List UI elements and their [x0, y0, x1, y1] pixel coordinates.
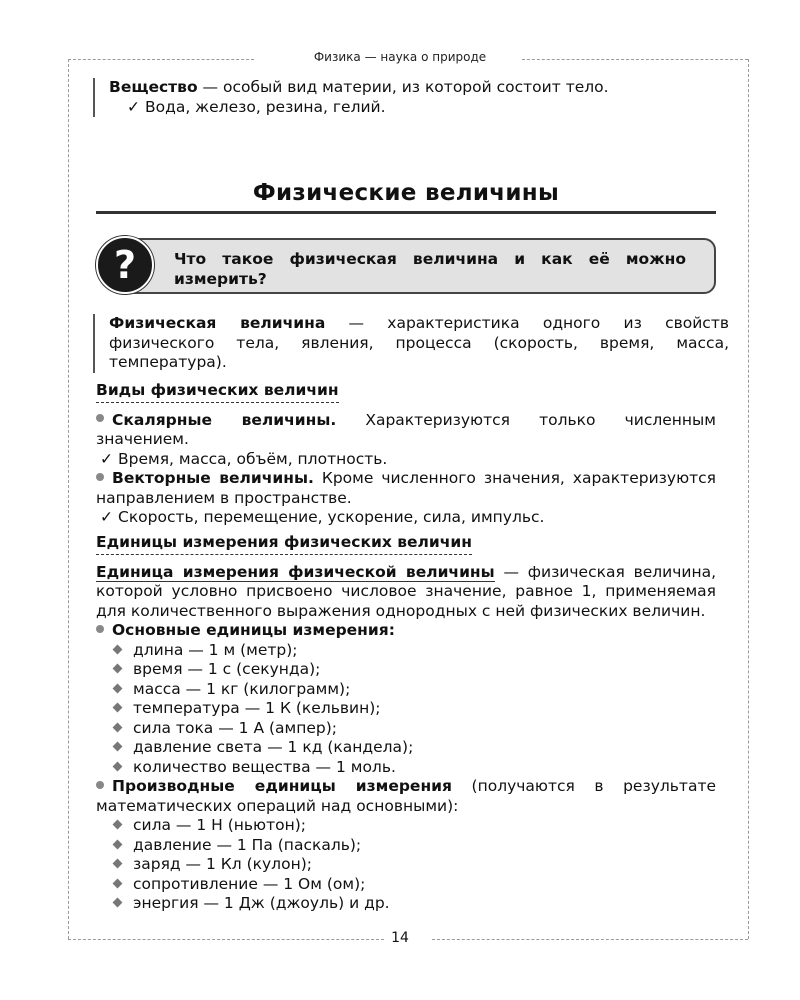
unit-list-item: заряд — 1 Кл (кулон); [96, 855, 716, 875]
types-section [96, 381, 716, 528]
basic-units-list [96, 641, 716, 778]
substance-paragraph [109, 78, 729, 98]
question-text: Что такое физическая величина и как её можно измерить? [174, 250, 686, 288]
frame-right [748, 59, 749, 939]
diamond-bullet-icon [113, 898, 123, 908]
unit-list-item: сила тока — 1 А (ампер); [96, 719, 716, 739]
scalar-item: Скалярные величины. Характеризуются только численным значением. [96, 410, 716, 448]
substance-definition [93, 78, 729, 117]
derived-units-list [96, 816, 716, 914]
bullet-icon [96, 473, 104, 481]
diamond-bullet-icon [113, 761, 123, 771]
unit-list-item: количество вещества — 1 моль. [96, 758, 716, 778]
check-icon: ✓ [127, 97, 140, 116]
unit-list-item: масса — 1 кг (килограмм); [96, 680, 716, 700]
pq-term: Физическая величина [109, 314, 326, 332]
diamond-bullet-icon [113, 820, 123, 830]
unit-list-item: сила — 1 Н (ньютон); [96, 816, 716, 836]
pq-text: — характеристика одного из свойств физического тела, явления, процесса (скорость, время, масса, температура). [109, 314, 729, 371]
diamond-bullet-icon [113, 664, 123, 674]
unit-list-item: энергия — 1 Дж (джоуль) и др. [96, 894, 716, 914]
header-rule-right [522, 59, 748, 60]
basic-units-heading: Основные единицы измерения: [96, 621, 716, 641]
frame-left [68, 59, 69, 939]
units-heading: Единицы измерения физических величин [96, 533, 472, 555]
diamond-bullet-icon [113, 878, 123, 888]
diamond-bullet-icon [113, 742, 123, 752]
diamond-bullet-icon [113, 859, 123, 869]
derived-units-heading: Производные единицы измерения (получаются в результате математических операций над основными): [96, 777, 717, 815]
unit-list-item: температура — 1 К (кельвин); [96, 699, 716, 719]
types-heading: Виды физических величин [96, 381, 339, 403]
diamond-bullet-icon [113, 644, 123, 654]
substance-text: — особый вид материи, из которой состоит тело. [197, 78, 609, 96]
question-icon: ? [96, 236, 154, 294]
vector-item: Векторные величины. Кроме численного значения, характеризуются направлением в пространстве. [96, 469, 716, 507]
bullet-icon [96, 414, 104, 422]
physical-quantity-definition [93, 314, 729, 373]
title-rule [96, 211, 716, 214]
unit-list-item: время — 1 с (секунда); [96, 660, 716, 680]
substance-example: ✓ Вода, железо, резина, гелий. [127, 97, 386, 116]
check-icon: ✓ [100, 449, 113, 468]
vector-example: ✓ Скорость, перемещение, ускорение, сила, импульс. [100, 508, 545, 526]
units-section [96, 533, 716, 914]
unit-term: Единица измерения физической величины [96, 562, 495, 581]
diamond-bullet-icon [113, 683, 123, 693]
bullet-icon [96, 625, 104, 633]
unit-list-item: давление — 1 Па (паскаль); [96, 836, 716, 856]
bullet-icon [96, 781, 104, 789]
scalar-example: ✓ Время, масса, объём, плотность. [100, 449, 388, 468]
unit-list-item: сопротивление — 1 Ом (ом); [96, 875, 716, 895]
unit-list-item: длина — 1 м (метр); [96, 641, 716, 661]
footer-rule-right [432, 939, 748, 940]
unit-definition: Единица измерения физической величины — физическая величина, которой условно присвоено числовое значение, равное 1, применяемая для количественного выражения однородных с ней физических величин. [96, 562, 717, 620]
check-icon: ✓ [100, 508, 113, 526]
question-box [110, 238, 716, 294]
section-title: Физические величины [252, 180, 560, 206]
diamond-bullet-icon [113, 839, 123, 849]
diamond-bullet-icon [113, 703, 123, 713]
diamond-bullet-icon [113, 722, 123, 732]
running-title: Физика — наука о природе [313, 50, 487, 64]
page-number: 14 [391, 930, 409, 946]
substance-term: Вещество [109, 78, 198, 96]
unit-list-item: давление света — 1 кд (кандела); [96, 738, 716, 758]
